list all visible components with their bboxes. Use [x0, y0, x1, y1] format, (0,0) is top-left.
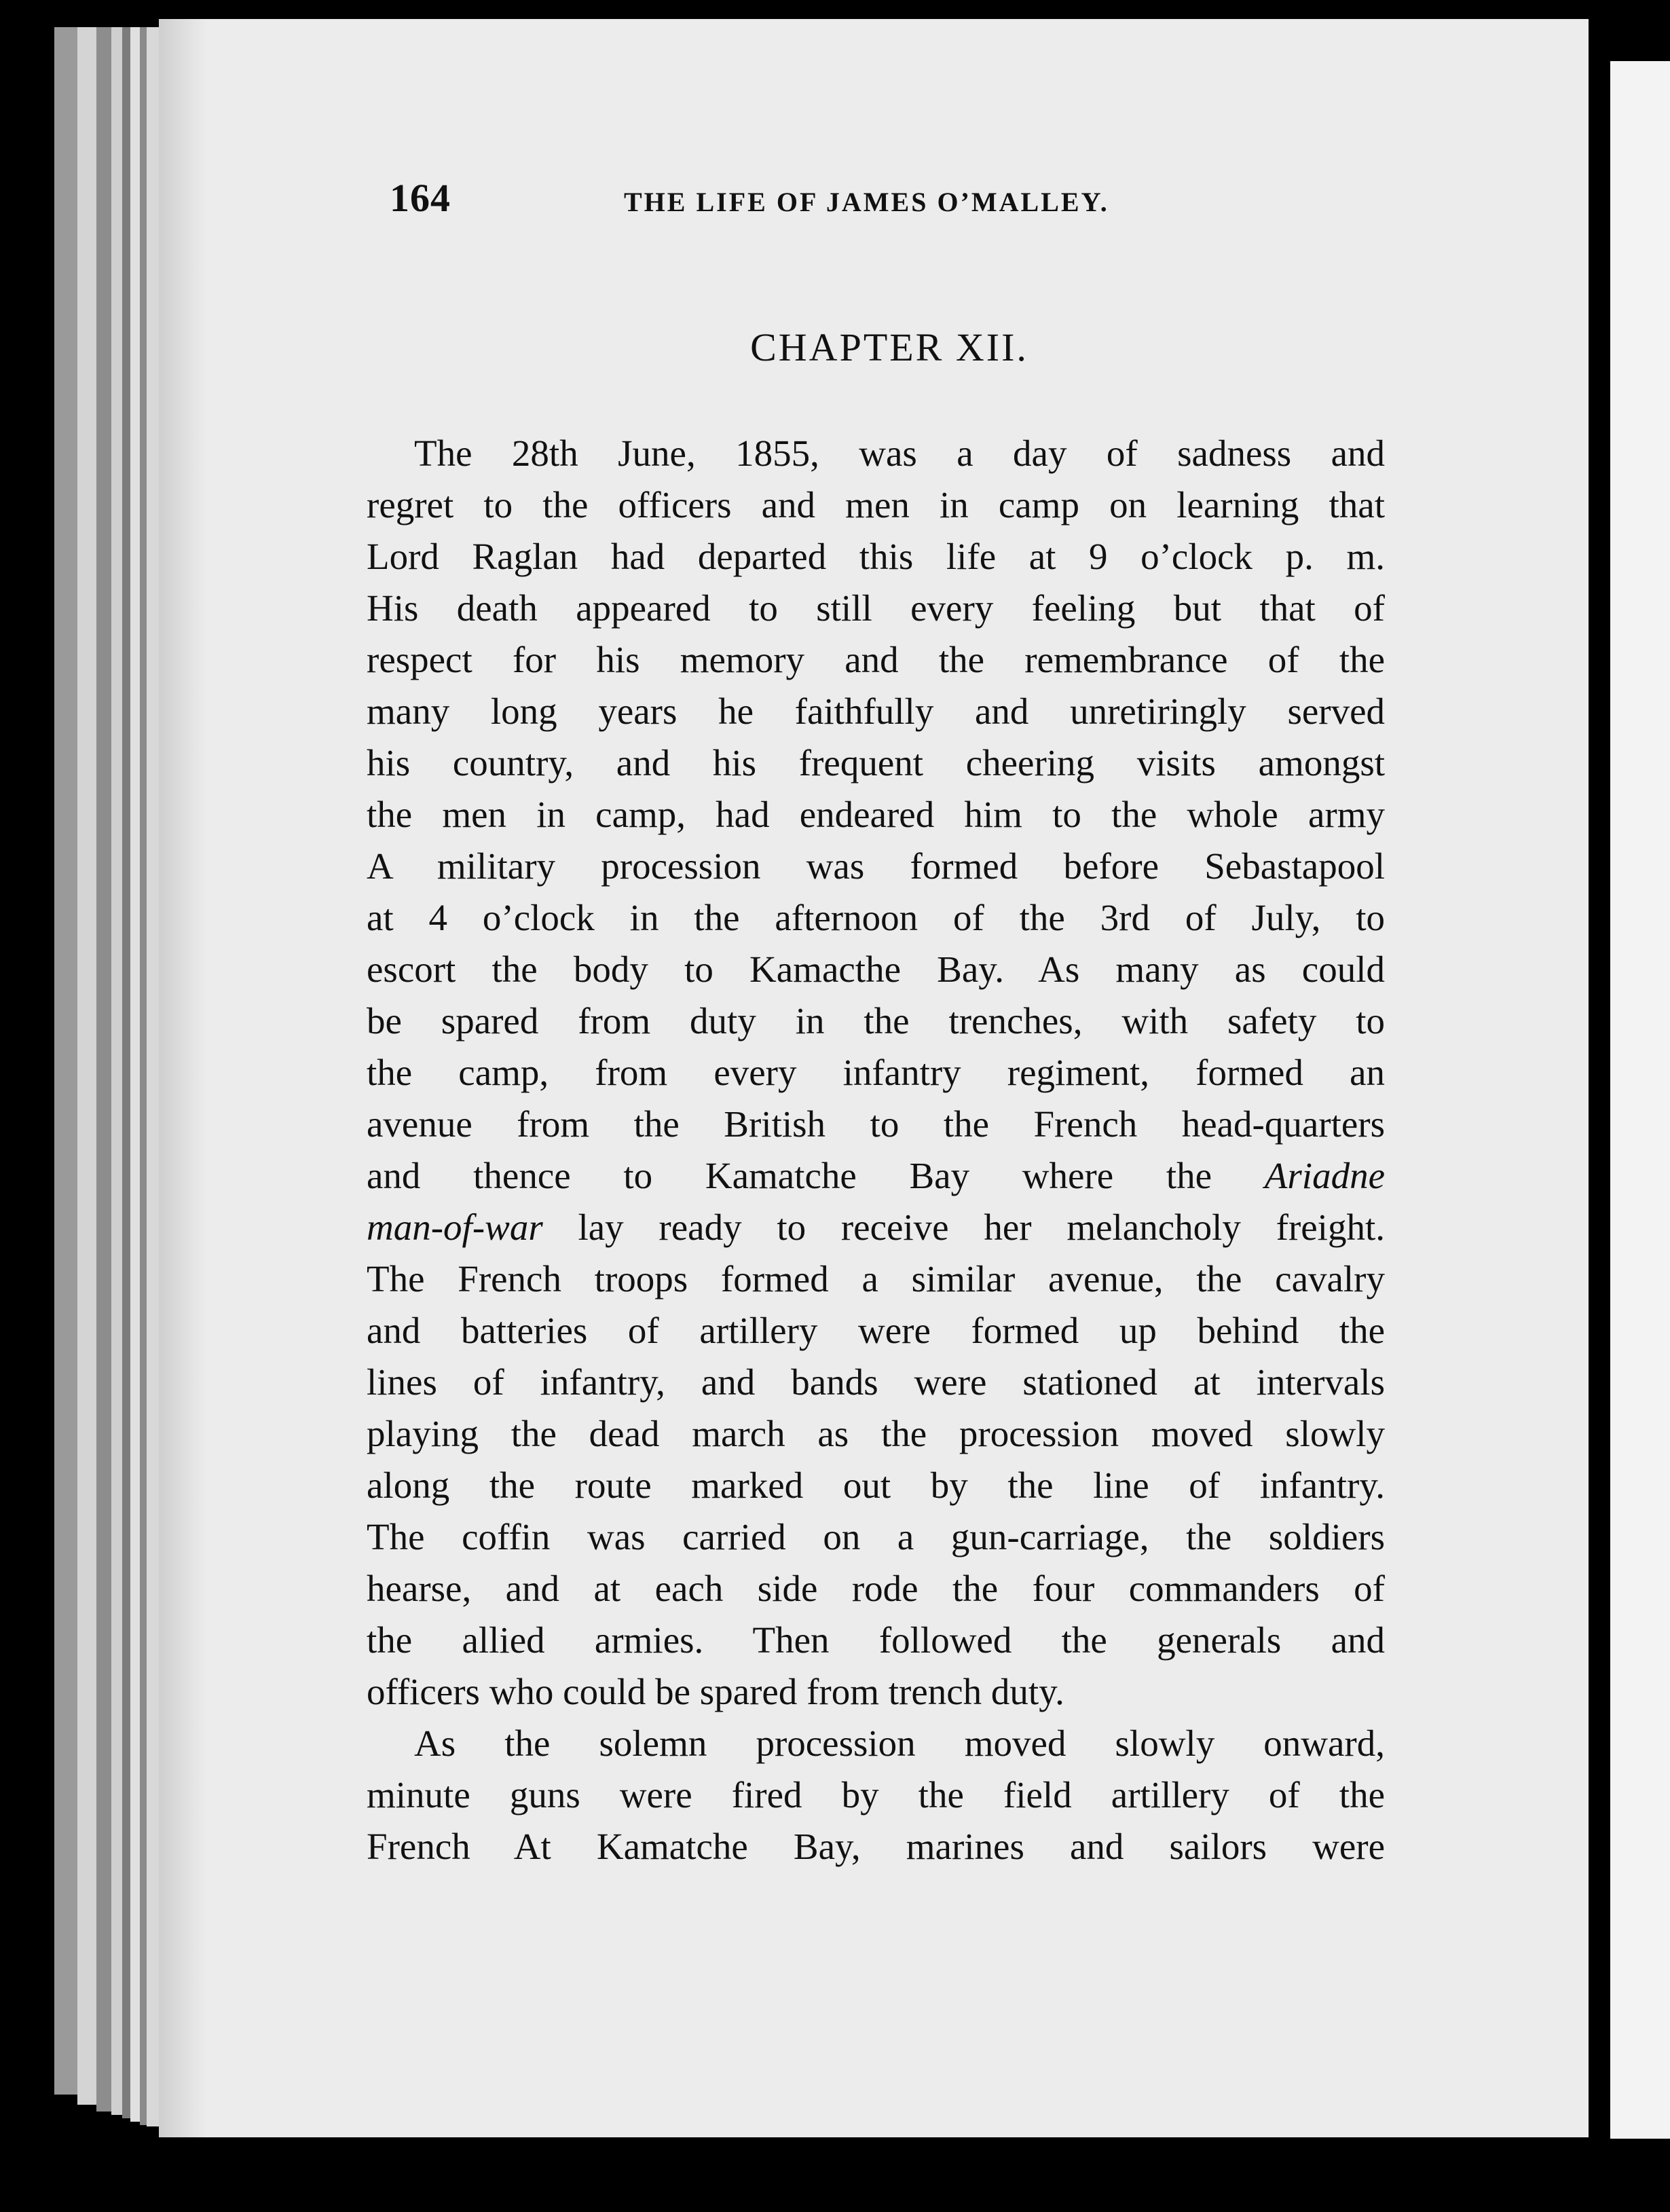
- page-edge: [54, 27, 77, 2095]
- text-fragment: lay ready to receive her melancholy freight.: [542, 1206, 1385, 1248]
- text-line: the camp, from every infantry regiment, formed an: [367, 1052, 1385, 1093]
- page-binding-shadow: [159, 19, 206, 2137]
- paragraph: [367, 428, 1385, 1718]
- text-line-with-italic: [367, 1202, 1385, 1253]
- text-line: the allied armies. Then followed the generals and: [367, 1619, 1385, 1661]
- ship-name: Ariadne: [1264, 1155, 1385, 1196]
- book-title: THE LIFE OF JAMES O’MALLEY.: [624, 187, 1109, 217]
- text-line: be spared from duty in the trenches, with safety to: [367, 1000, 1385, 1042]
- text-line: lines of infantry, and bands were stationed at intervals: [367, 1361, 1385, 1403]
- text-line: his country, and his frequent cheering visits amongst: [367, 742, 1385, 784]
- book-gutter: [1589, 19, 1610, 2212]
- chapter-body: [367, 428, 1385, 1873]
- text-line: hearse, and at each side rode the four commanders of: [367, 1568, 1385, 1609]
- page-edge: [96, 27, 111, 2112]
- text-line: playing the dead march as the procession moved slowly: [367, 1413, 1385, 1454]
- text-line: many long years he faithfully and unretiringly served: [367, 690, 1385, 732]
- facing-page-edge: [1610, 61, 1670, 2139]
- text-line: The French troops formed a similar avenue, the cavalry: [367, 1258, 1385, 1299]
- text-line: officers who could be spared from trench duty.: [367, 1671, 1064, 1712]
- page-number: 164: [390, 176, 451, 220]
- text-line: the men in camp, had endeared him to the whole army: [367, 794, 1385, 835]
- text-line: respect for his memory and the remembrance of the: [367, 639, 1385, 680]
- page-edge: [147, 27, 159, 2126]
- text-line: French At Kamatche Bay, marines and sailors were: [367, 1826, 1385, 1867]
- text-line: minute guns were fired by the field artillery of the: [367, 1774, 1385, 1815]
- text-line: regret to the officers and men in camp on learning that: [367, 484, 1385, 526]
- text-line: avenue from the British to the French head-quarters: [367, 1103, 1385, 1145]
- chapter-heading: CHAPTER XII.: [750, 325, 1028, 369]
- text-line: and batteries of artillery were formed up behind the: [367, 1310, 1385, 1351]
- page-edge: [111, 27, 122, 2115]
- text-line: along the route marked out by the line of infantry.: [367, 1464, 1385, 1506]
- running-head: [390, 175, 1408, 236]
- text-line: The coffin was carried on a gun-carriage, the soldiers: [367, 1516, 1385, 1557]
- text-fragment: and thence to Kamatche Bay where the: [367, 1155, 1265, 1196]
- page-edge: [130, 27, 140, 2122]
- page-edge: [140, 27, 147, 2125]
- paragraph: [367, 1718, 1385, 1873]
- page-edge: [77, 27, 96, 2105]
- text-line: A military procession was formed before Sebastapool: [367, 845, 1385, 887]
- text-line: escort the body to Kamacthe Bay. As many as could: [367, 948, 1385, 990]
- text-line: As the solemn procession moved slowly onward,: [414, 1722, 1385, 1764]
- text-line: at 4 o’clock in the afternoon of the 3rd of July, to: [367, 897, 1385, 938]
- text-line: Lord Raglan had departed this life at 9 o’clock p. m.: [367, 536, 1385, 577]
- page-edge: [122, 27, 130, 2118]
- text-line-with-italic: [367, 1150, 1385, 1202]
- text-line: The 28th June, 1855, was a day of sadness and: [414, 432, 1385, 474]
- text-line: His death appeared to still every feeling but that of: [367, 587, 1385, 629]
- ship-type: man-of-war: [367, 1206, 543, 1248]
